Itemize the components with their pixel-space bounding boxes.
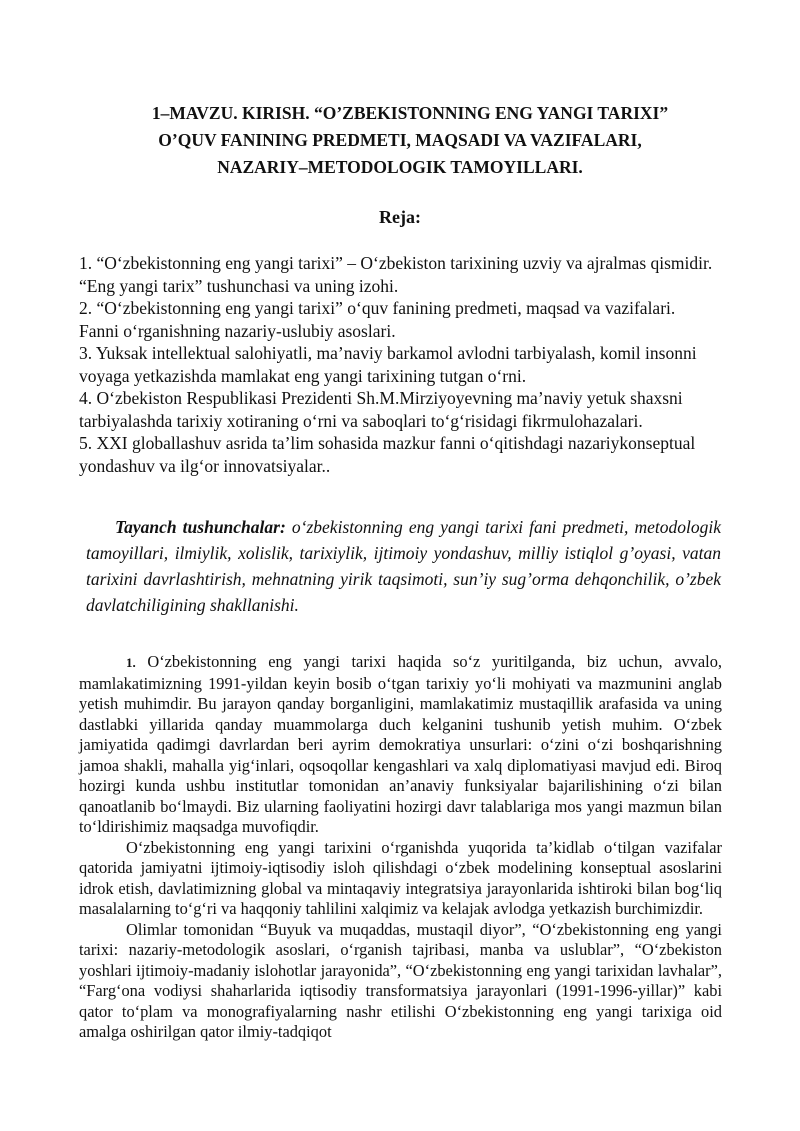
plan-list — [79, 252, 719, 477]
key-concepts-label: Tayanch tushunchalar: — [115, 517, 286, 537]
plan-item: 2. “O‘zbekistonning eng yangi tarixi” o‘quv fanining predmeti, maqsad va vazifalari. Fanni o‘rganishning nazariy-uslubiy asoslari. — [79, 298, 676, 341]
plan-heading: Reja: — [379, 207, 421, 227]
paragraph-number: 1. — [126, 655, 136, 670]
plan-item: 1. “O‘zbekistonning eng yangi tarixi” – O‘zbekiston tarixining uzviy va ajralmas qismidir. “Eng yangi tarix” tushunchasi va uning izohi. — [79, 253, 713, 296]
plan-item: 3. Yuksak intellektual salohiyatli, ma’naviy barkamol avlodni tarbiyalash, komil insonni voyaga yetkazishda mamlakat eng yangi tarixining tutgan o‘rni. — [79, 343, 697, 386]
body-text — [79, 652, 722, 1043]
plan-item: 5. XXI globallashuv asrida ta’lim sohasida mazkur fanni o‘qitishdagi nazariykonseptual yondashuv va ilg‘or innovatsiyalar.. — [79, 433, 696, 476]
paragraph: Olimlar tomonidan “Buyuk va muqaddas, mustaqil diyor”, “O‘zbekistonning eng yangi tarixi: nazariy-metodologik asoslari, o‘rganish tajribasi, manba va uslublar”, “O‘zbekiston yoshlari ijtimoiy-madaniy islohotlar jarayonida”, “O‘zbekistonning eng yangi tarixidan lavhalar”, “Farg‘ona vodiysi shaharlarida iqtisodiy transformatsiya jarayonlari (1991-1996-yillar)” kabi qator to‘plam va monografiyalarning nashr etilishi O‘zbekistonning eng yangi tarixiga oid amalga oshirilgan qator ilmiy-tadqiqot — [79, 919, 722, 1041]
paragraph — [79, 652, 722, 838]
paragraph-text: O‘zbekistonning eng yangi tarixi haqida so‘z yuritilganda, biz uchun, avvalo, mamlakatimizning 1991-yildan keyin bosib o‘tgan tarixiy yo‘li mohiyati va mazmunini anglab yetish muhimdir. Bu jarayon qanday borganligini, mamlakatimiz mustaqillik arafasida va uning dastlabki yillarida qanday muammolarga duch kelganini tushunib yetish muhim. O‘zbek jamiyatida qadimgi davrlardan beri ayrim demokratiya unsurlari: o‘zini o‘zi boshqarishning jamoa shakli, mahalla yig‘inlari, oqsoqollar kengashlari va xalq diplomatiyasi mavjud edi. Biroq hozirgi kunda ushbu institutlar tomonidan an’anaviy funksiyalar bajarilishining o‘zi bilan qanoatlanib bo‘lmaydi. Biz ularning faoliyatini hozirgi davr talablariga mos yangi mazmun bilan to‘ldirishimiz maqsadga muvofiqdir. — [79, 652, 722, 836]
plan-item: 4. O‘zbekiston Respublikasi Prezidenti Sh.M.Mirziyoyevning ma’naviy yetuk shaxsni tarbiyalashda tarixiy xotiraning o‘rni va saboqlari to‘g‘risidagi fikrmulohazalari. — [79, 388, 683, 431]
paragraph: O‘zbekistonning eng yangi tarixini o‘rganishda yuqorida ta’kidlab o‘tilgan vazifalar qatorida jamiyatni ijtimoiy-iqtisodiy isloh qilishdagi o‘zbek modelining konseptual asoslarini idrok etish, davlatimizning global va mintaqaviy integratsiya jarayonlarida ishtiroki bilan bog‘liq masalalarning to‘g‘ri va haqqoniy tahlilini xalqimiz va kelajak avlodga yetkazish burchimizdir. — [79, 837, 722, 918]
key-concepts-text: o‘zbekistonning eng yangi tarixi fani predmeti, metodologik tamoyillari, ilmiylik, xolislik, tarixiylik, ijtimoiy yondashuv, milliy istiqlol g’oyasi, vatan tarixini davrlashtirish, mehnatning yirik taqsimoti, sun’iy sug’orma dehqonchilik, o’zbek davlatchiligining shakllanishi. — [86, 517, 722, 615]
title-line-2: O’QUV FANINING PREDMETI, MAQSADI VA VAZIFALARI, — [158, 130, 642, 150]
title-line-1: 1–MAVZU. KIRISH. “O’ZBEKISTONNING ENG YANGI TARIXI” — [151, 103, 669, 123]
title-line-3: NAZARIY–METODOLOGIK TAMOYILLARI. — [217, 157, 583, 177]
page-title — [80, 100, 720, 181]
key-concepts — [86, 514, 721, 618]
